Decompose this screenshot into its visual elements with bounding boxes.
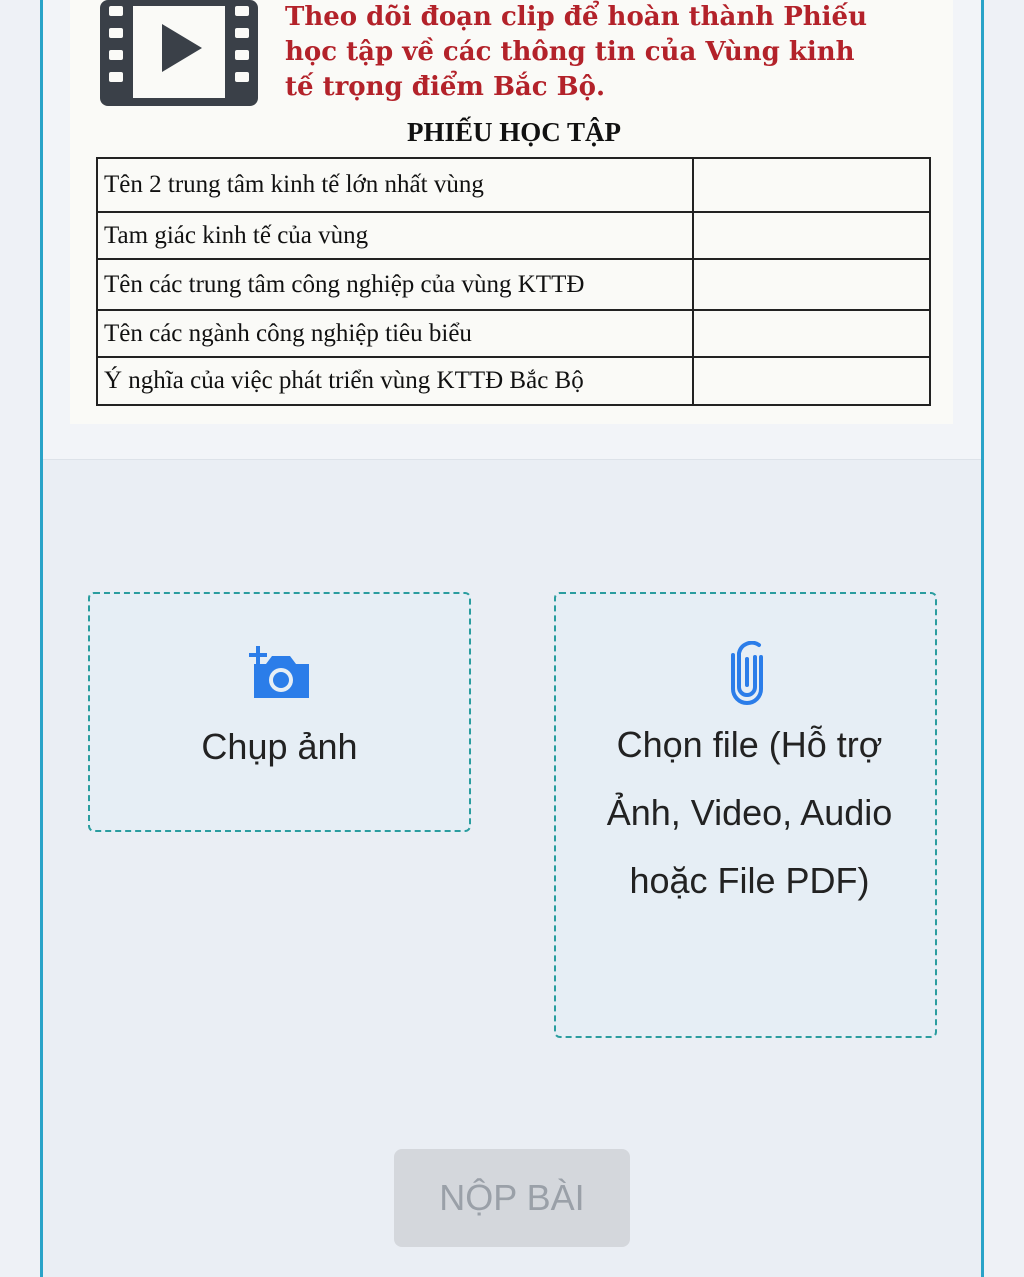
add-photo-icon [246,640,312,702]
row-answer [693,259,930,310]
worksheet-title: PHIẾU HỌC TẬP [406,117,622,147]
table-row [97,259,930,310]
table-row [97,158,930,212]
worksheet-table [96,157,931,406]
submit-button[interactable]: NỘP BÀI [394,1149,630,1247]
table-row [97,310,930,357]
row-label: Tên các trung tâm công nghiệp của vùng KTTĐ [97,259,693,310]
row-answer [693,158,930,212]
row-label: Tam giác kinh tế của vùng [97,212,693,259]
take-photo-button[interactable] [88,592,471,832]
row-answer [693,357,930,405]
paperclip-icon [729,641,765,705]
video-clip-icon [100,0,258,106]
row-label: Ý nghĩa của việc phát triển vùng KTTĐ Bắc Bộ [97,357,693,405]
worksheet-instruction: Theo dõi đoạn clip để hoàn thành Phiếu học tập về các thông tin của Vùng kinh tế trọng điểm Bắc Bộ. [285,2,867,102]
row-label: Tên 2 trung tâm kinh tế lớn nhất vùng [97,158,693,212]
table-row [97,357,930,405]
take-photo-label: Chụp ảnh [201,726,358,767]
row-answer [693,212,930,259]
table-row [97,212,930,259]
row-label: Tên các ngành công nghiệp tiêu biểu [97,310,693,357]
choose-file-button[interactable] [554,592,937,1038]
row-answer [693,310,930,357]
choose-file-label: Chọn file (Hỗ trợ Ảnh, Video, Audio hoặc File PDF) [606,724,893,901]
